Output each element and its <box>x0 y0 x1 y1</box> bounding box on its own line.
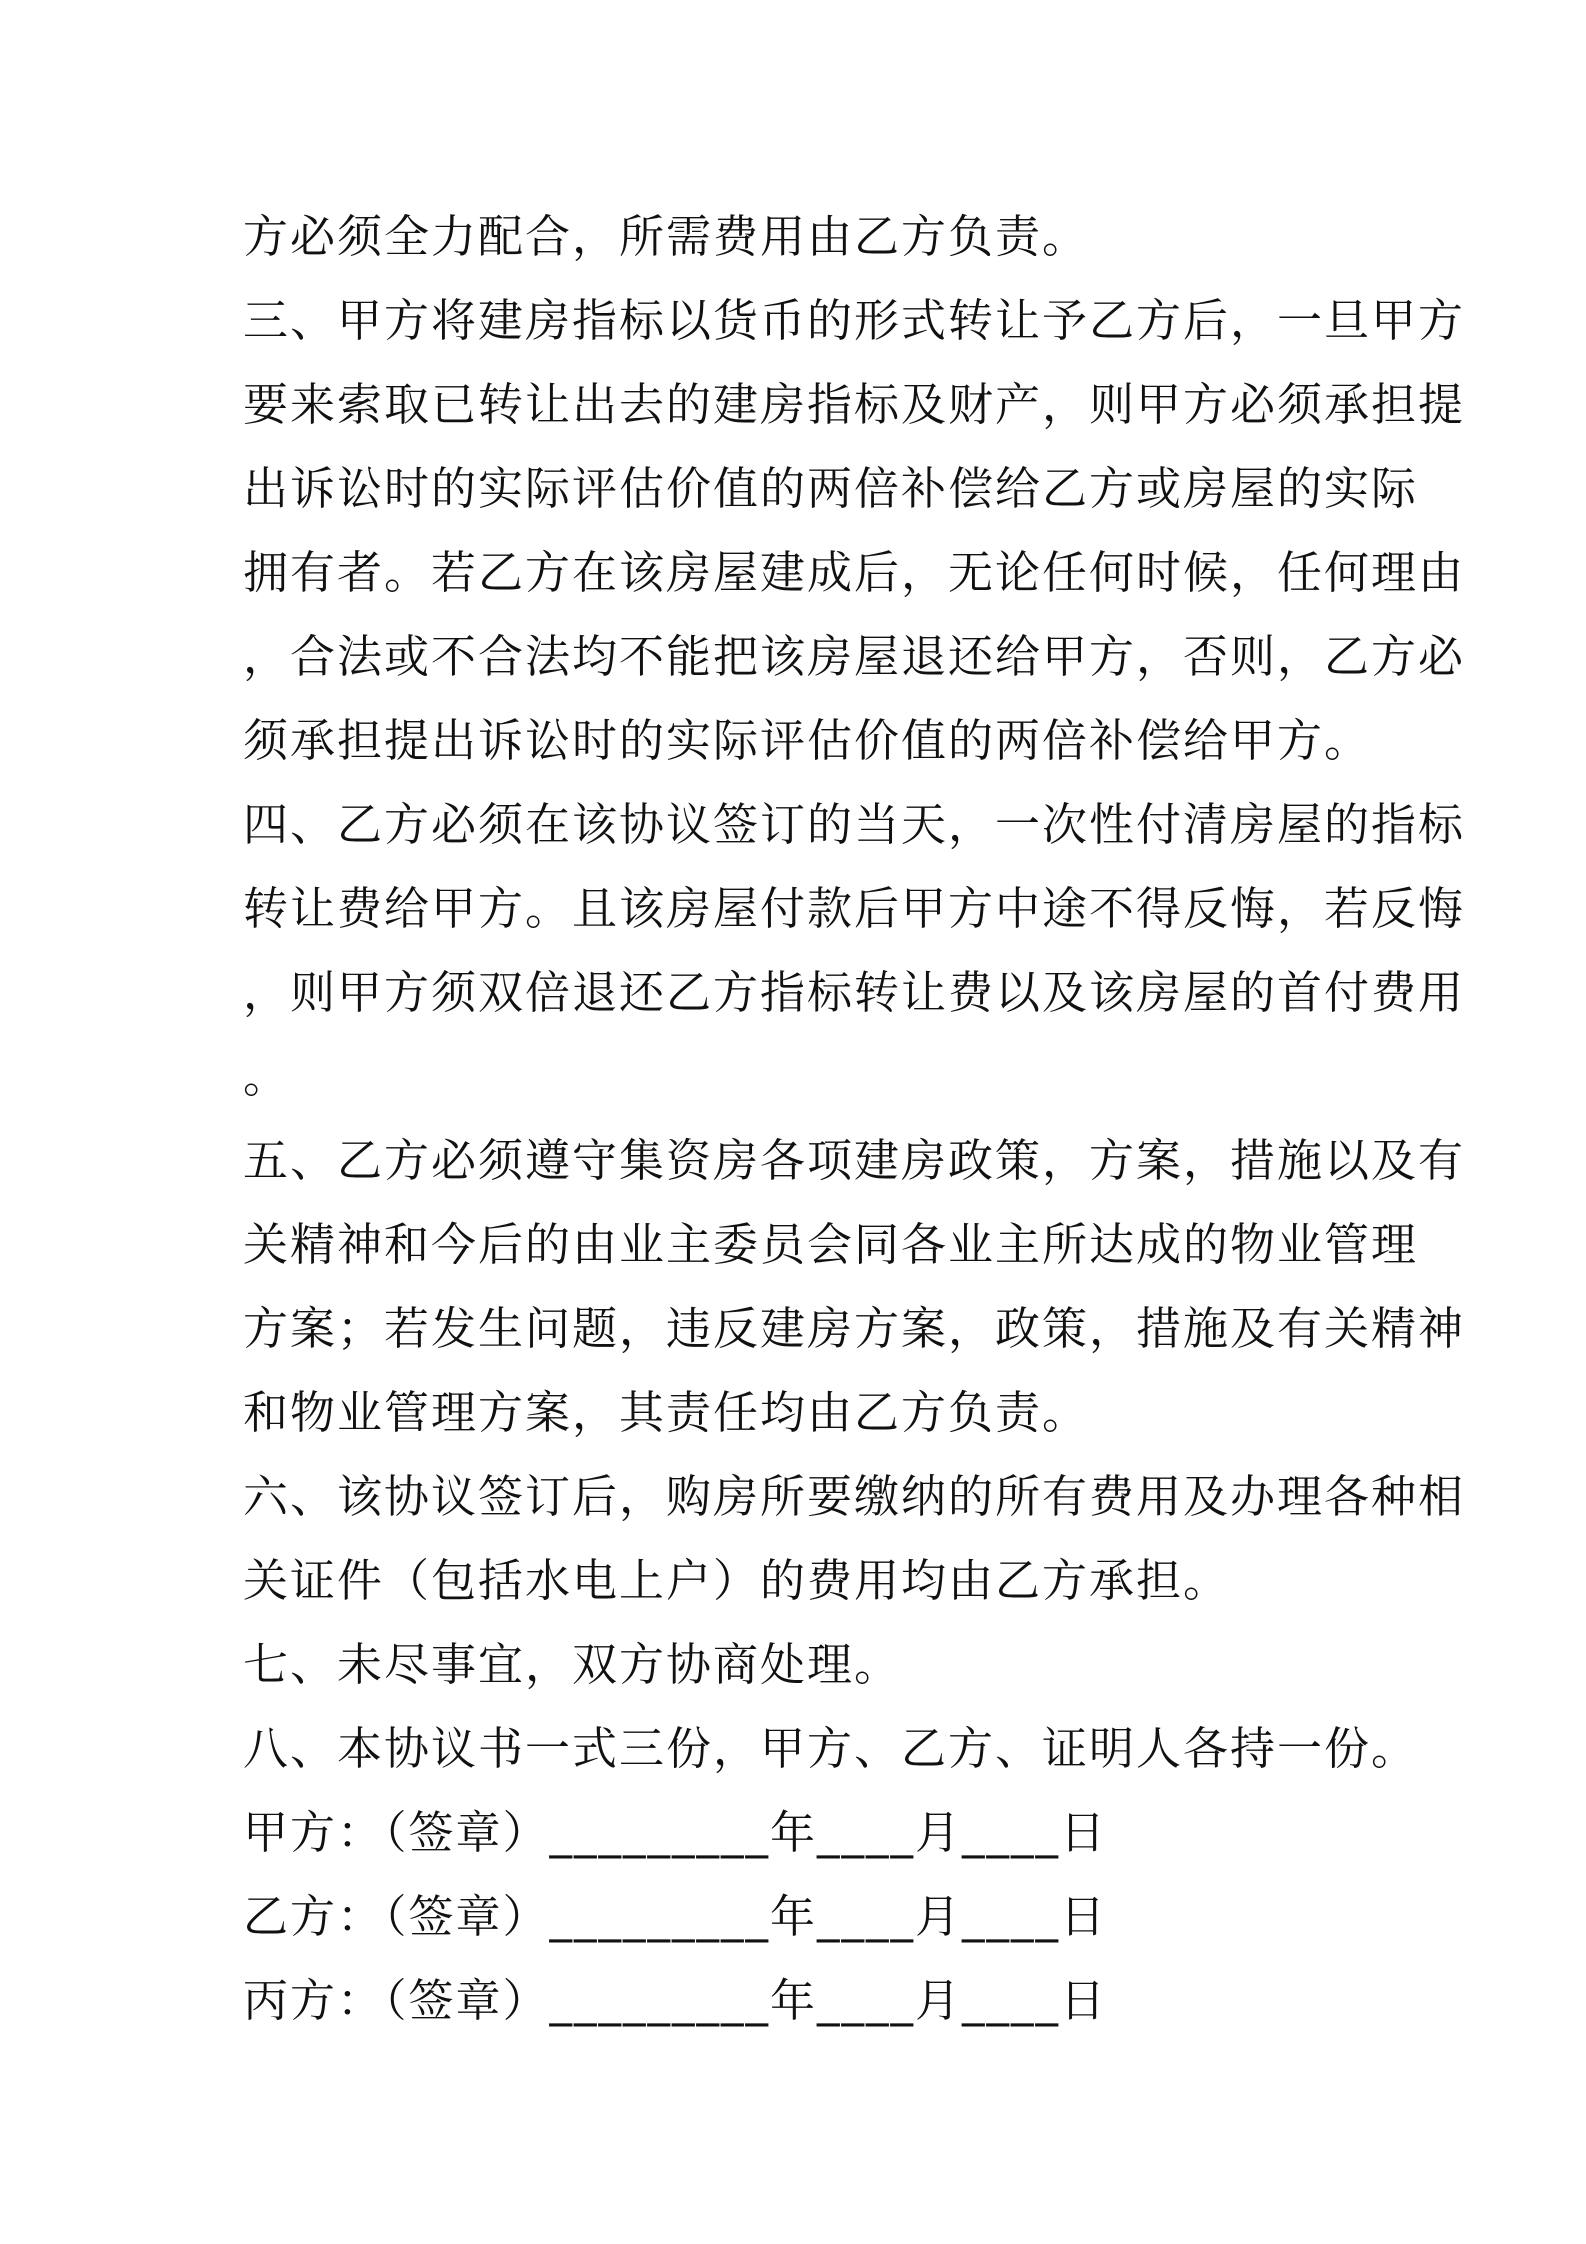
signature-line-party-c: 丙方：（签章）_________年____月____日 <box>243 1974 1108 2027</box>
signature-line-party-a: 甲方：（签章）_________年____月____日 <box>243 1806 1108 1859</box>
clause-7: 七、未尽事宜，双方协商处理。 <box>243 1638 902 1691</box>
clause-3-line-4: 拥有者。若乙方在该房屋建成后，无论任何时候，任何理由 <box>243 546 1466 599</box>
clause-4-line-4: 。 <box>243 1050 291 1103</box>
clause-3-line-1: 三、甲方将建房指标以货币的形式转让予乙方后，一旦甲方 <box>243 294 1466 347</box>
signature-line-party-b: 乙方：（签章）_________年____月____日 <box>243 1890 1108 1943</box>
clause-3-line-6: 须承担提出诉讼时的实际评估价值的两倍补偿给甲方。 <box>243 714 1372 767</box>
clause-8: 八、本协议书一式三份，甲方、乙方、证明人各持一份。 <box>243 1722 1419 1775</box>
clause-5-line-4: 和物业管理方案，其责任均由乙方负责。 <box>243 1386 1090 1439</box>
clause-3-line-3: 出诉讼时的实际评估价值的两倍补偿给乙方或房屋的实际 <box>243 462 1419 515</box>
clause-4-line-2: 转让费给甲方。且该房屋付款后甲方中途不得反悔，若反悔 <box>243 882 1466 935</box>
clause-3-line-5: ，合法或不合法均不能把该房屋退还给甲方，否则，乙方必 <box>243 630 1466 683</box>
text-line-1: 方必须全力配合，所需费用由乙方负责。 <box>243 210 1090 263</box>
clause-5-line-1: 五、乙方必须遵守集资房各项建房政策，方案，措施以及有 <box>243 1134 1466 1187</box>
clause-4-line-3: ，则甲方须双倍退还乙方指标转让费以及该房屋的首付费用 <box>243 966 1466 1019</box>
clause-5-line-3: 方案；若发生问题，违反建房方案，政策，措施及有关精神 <box>243 1302 1466 1355</box>
clause-3-line-2: 要来索取已转让出去的建房指标及财产，则甲方必须承担提 <box>243 378 1466 431</box>
clause-5-line-2: 关精神和今后的由业主委员会同各业主所达成的物业管理 <box>243 1218 1419 1271</box>
clause-6-line-1: 六、该协议签订后，购房所要缴纳的所有费用及办理各种相 <box>243 1470 1466 1523</box>
clause-6-line-2: 关证件（包括水电上户）的费用均由乙方承担。 <box>243 1554 1231 1607</box>
clause-4-line-1: 四、乙方必须在该协议签订的当天，一次性付清房屋的指标 <box>243 798 1466 851</box>
document-body <box>243 195 1466 2043</box>
